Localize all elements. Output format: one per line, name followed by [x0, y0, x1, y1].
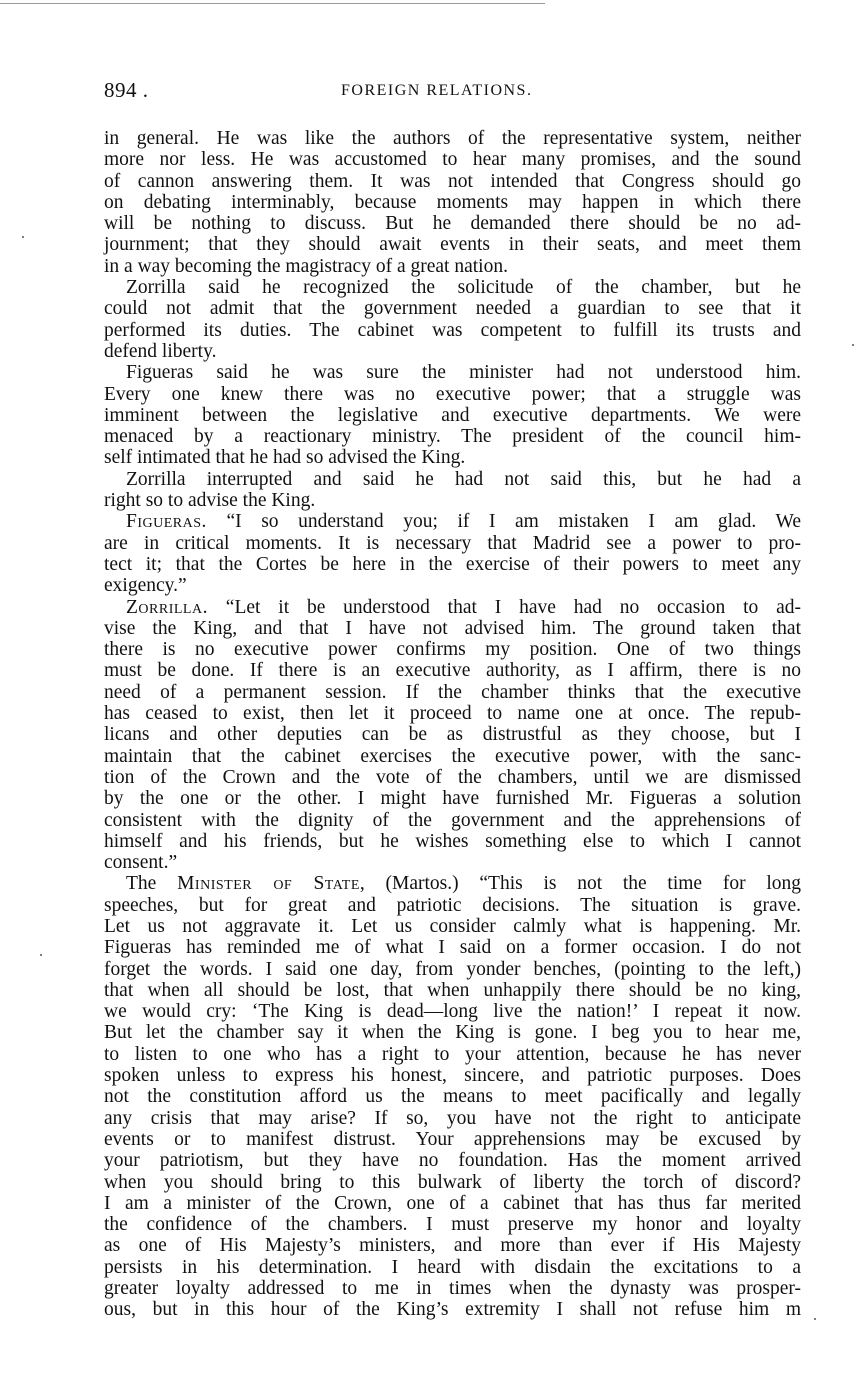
speech-line: [104, 873, 801, 894]
speaker-zorrilla: Zorrilla.: [126, 596, 208, 618]
top-rule: [0, 3, 545, 4]
text-line: the confidence of the chambers. I must preserve my honor and loyalty: [104, 1214, 801, 1236]
speech-text: “Let it be understood that I have had no occasion to ad-: [225, 596, 801, 618]
text-line: consistent with the dignity of the government and the apprehensions of: [104, 809, 801, 831]
text-line: in a way becoming the magistracy of a great nation.: [104, 255, 508, 277]
text-line: himself and his friends, but he wishes something else to which I cannot: [104, 830, 801, 852]
text-line: are in critical moments. It is necessary that Madrid see a power to pro-: [104, 532, 801, 554]
text-line: But let the chamber say it when the King is gone. I beg you to hear me,: [104, 1022, 801, 1044]
text-line: not the constitution afford us the means to meet pacifically and legally: [104, 1086, 801, 1108]
text-line: ous, but in this hour of the King’s extremity I shall not refuse him m: [104, 1299, 801, 1321]
text-line: licans and other deputies can be as distrustful as they choose, but I: [104, 724, 801, 746]
text-line: vise the King, and that I have not advised him. The ground taken that: [104, 617, 801, 639]
text-line: has ceased to exist, then let it proceed to name one at once. The repub-: [104, 703, 801, 725]
speech-line: [104, 511, 801, 532]
text-line: need of a permanent session. If the chamber thinks that the executive: [104, 681, 801, 703]
text-line: on debating interminably, because moments may happen in which there: [104, 191, 801, 213]
text-line: self intimated that he had so advised the King.: [104, 447, 466, 469]
text-line: tion of the Crown and the vote of the chambers, until we are dismissed: [104, 766, 801, 788]
speech-line: [104, 597, 801, 618]
speaker-figueras: Figueras.: [126, 511, 207, 533]
text-line: exigency.”: [104, 575, 187, 597]
body-text: [104, 128, 801, 1321]
text-line: Figueras has reminded me of what I said on a former occasion. I do not: [104, 937, 801, 959]
text-line: any crisis that may arise? If so, you have not the right to anticipate: [104, 1107, 801, 1129]
text-line: there is no executive power confirms my position. One of two things: [104, 639, 801, 661]
text-line: Every one knew there was no executive power; that a struggle was: [104, 383, 801, 405]
text-line: Zorrilla said he recognized the solicitude of the chamber, but he: [126, 277, 801, 299]
speech-text: “I so understand you; if I am mistaken I am glad. We: [226, 511, 801, 533]
scan-speck: [814, 1318, 816, 1320]
text-line: as one of His Majesty’s ministers, and more than ever if His Majesty: [104, 1235, 801, 1257]
text-line: to listen to one who has a right to your attention, because he has never: [104, 1043, 801, 1065]
text-line: speeches, but for great and patriotic decisions. The situation is grave.: [104, 894, 801, 916]
text-line: greater loyalty addressed to me in times when the dynasty was prosper-: [104, 1278, 801, 1300]
text-line: that when all should be lost, that when unhappily there should be no king,: [104, 979, 801, 1001]
speech-text: , (Martos.) “This is not the time for long: [359, 873, 801, 895]
running-head: FOREIGN RELATIONS.: [341, 82, 533, 99]
text-line: we would cry: ‘The King is dead—long live the nation!’ I repeat it now.: [104, 1001, 801, 1023]
text-line: must be done. If there is an executive authority, as I affirm, there is no: [104, 660, 801, 682]
text-line: when you should bring to this bulwark of liberty the torch of discord?: [104, 1171, 801, 1193]
scan-speck: [40, 954, 42, 956]
text-line: defend liberty.: [104, 340, 217, 362]
text-line: persists in his determination. I heard with disdain the excitations to a: [104, 1256, 801, 1278]
text-line: Let us not aggravate it. Let us consider calmly what is happening. Mr.: [104, 915, 801, 937]
text-line: events or to manifest distrust. Your apprehensions may be excused by: [104, 1128, 801, 1150]
text-line: Figueras said he was sure the minister had not understood him.: [126, 362, 801, 384]
text-line: of cannon answering them. It was not intended that Congress should go: [104, 170, 801, 192]
text-line: imminent between the legislative and executive departments. We were: [104, 404, 801, 426]
text-line: could not admit that the government needed a guardian to see that it: [104, 298, 801, 320]
text-line: more nor less. He was accustomed to hear many promises, and the sound: [104, 149, 801, 171]
speaker-minister-of-state: Minister of State: [177, 873, 360, 895]
text-line: Zorrilla interrupted and said he had not said this, but he had a: [126, 468, 801, 490]
text-line: by the one or the other. I might have furnished Mr. Figueras a solution: [104, 788, 801, 810]
text-line: your patriotism, but they have no foundation. Has the moment arrived: [104, 1150, 801, 1172]
text-line: will be nothing to discuss. But he demanded there should be no ad-: [104, 213, 801, 235]
text-line: menaced by a reactionary ministry. The president of the council him-: [104, 426, 801, 448]
scan-speck: [852, 344, 854, 346]
text-line: I am a minister of the Crown, one of a cabinet that has thus far merited: [104, 1192, 801, 1214]
page-number: 894 .: [104, 78, 149, 102]
text-line: journment; that they should await events in their seats, and meet them: [104, 234, 801, 256]
text-line: spoken unless to express his honest, sincere, and patriotic purposes. Does: [104, 1065, 801, 1087]
text-line: right so to advise the King.: [104, 490, 316, 512]
text-line: performed its duties. The cabinet was competent to fulfill its trusts and: [104, 319, 801, 341]
text-line: tect it; that the Cortes be here in the exercise of their powers to meet any: [104, 553, 801, 575]
page-header: [104, 78, 804, 112]
text-line: maintain that the cabinet exercises the executive power, with the sanc-: [104, 745, 801, 767]
text-line: forget the words. I said one day, from yonder benches, (pointing to the left,): [104, 958, 801, 980]
text-line: in general. He was like the authors of the representative system, neither: [104, 128, 801, 149]
scan-speck: [22, 236, 24, 238]
speaker-prefix: The: [126, 873, 157, 895]
text-line: consent.”: [104, 852, 178, 874]
